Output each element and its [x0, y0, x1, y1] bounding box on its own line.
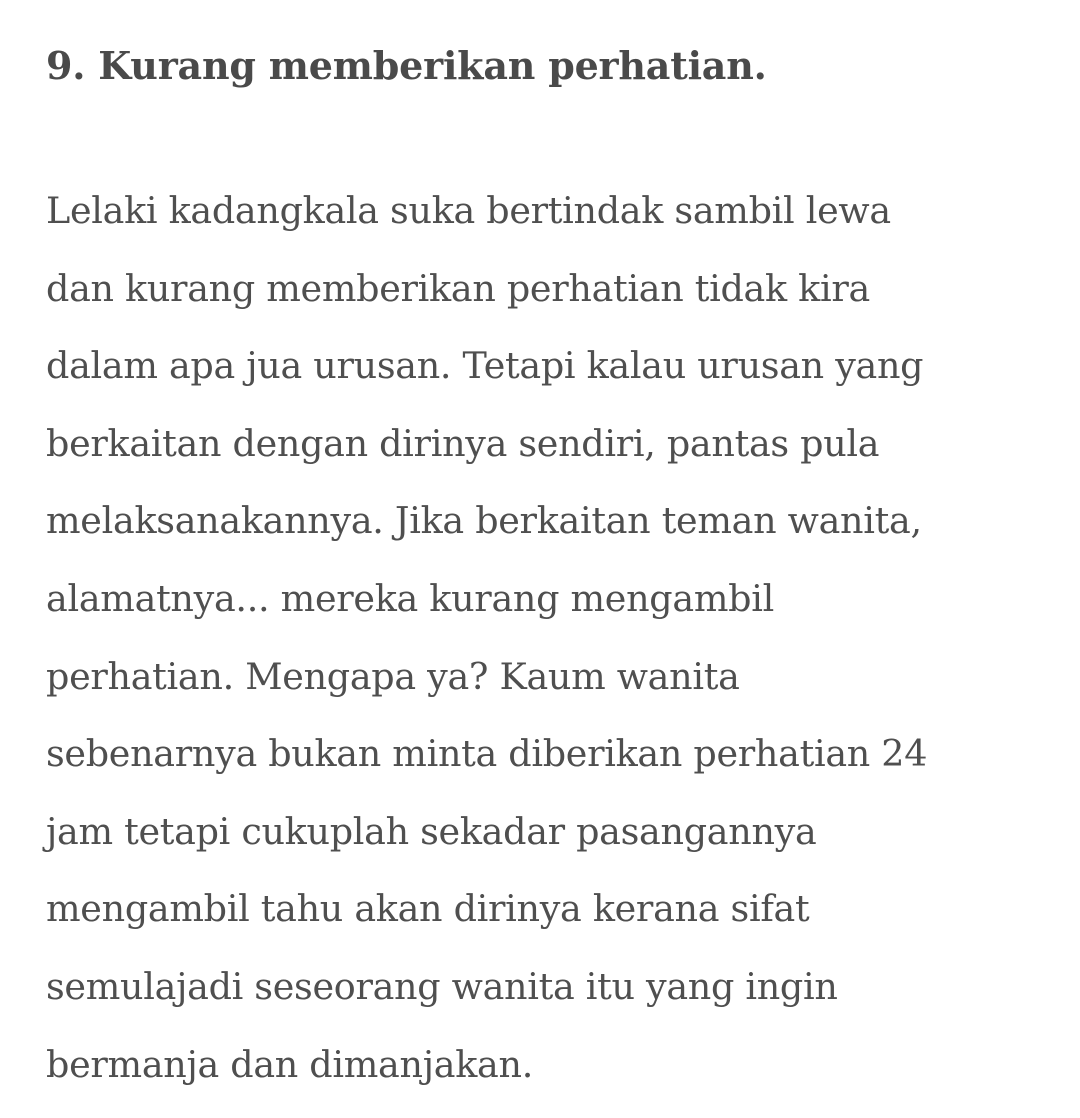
article-paragraph	[46, 172, 1046, 1103]
paragraph-line: semulajadi seseorang wanita itu yang ingin	[46, 964, 838, 1008]
section-heading: 9. Kurang memberikan perhatian.	[46, 43, 767, 88]
paragraph-line: bermanja dan dimanjakan.	[46, 1042, 533, 1086]
paragraph-line: berkaitan dengan dirinya sendiri, pantas pula	[46, 421, 880, 465]
paragraph-line: mengambil tahu akan dirinya kerana sifat	[46, 887, 810, 931]
paragraph-line: jam tetapi cukuplah sekadar pasangannya	[46, 809, 817, 853]
paragraph-line: melaksanakannya. Jika berkaitan teman wanita,	[46, 499, 922, 543]
paragraph-line: dalam apa jua urusan. Tetapi kalau urusan yang	[46, 344, 924, 388]
paragraph-line: Lelaki kadangkala suka bertindak sambil lewa	[46, 189, 891, 232]
paragraph-line: perhatian. Mengapa ya? Kaum wanita	[46, 654, 740, 698]
paragraph-line: alamatnya... mereka kurang mengambil	[46, 576, 774, 620]
paragraph-line: sebenarnya bukan minta diberikan perhatian 24	[46, 732, 928, 776]
paragraph-line: dan kurang memberikan perhatian tidak kira	[46, 266, 870, 310]
